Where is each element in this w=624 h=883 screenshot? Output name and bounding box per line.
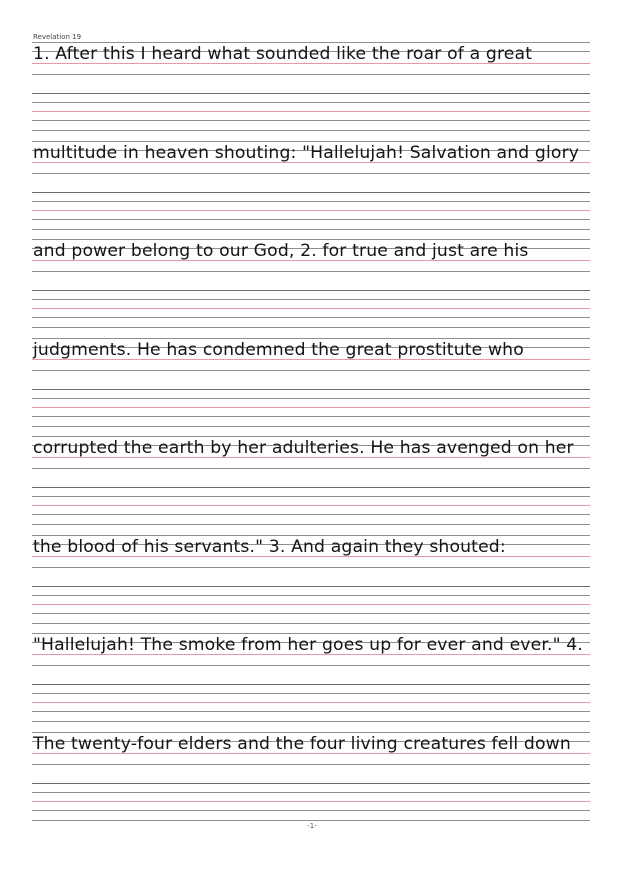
guide-rule	[32, 42, 590, 43]
verse-line: 1. After this I heard what sounded like the roar of a great	[33, 44, 533, 64]
guide-rule	[32, 192, 590, 193]
verse-line: and power belong to our God, 2. for true and just are his	[33, 241, 529, 261]
guide-rule	[32, 436, 590, 437]
baseline-red-rule	[32, 407, 590, 408]
verse-line: the blood of his servants." 3. And again they shouted:	[33, 536, 506, 557]
verse-line: The twenty-four elders and the four living creatures fell down	[33, 733, 571, 754]
guide-rule	[32, 426, 590, 427]
guide-rule	[32, 141, 590, 142]
guide-rule	[32, 535, 590, 536]
guide-rule	[32, 586, 590, 587]
guide-rule	[32, 290, 590, 291]
guide-rule	[32, 416, 590, 417]
guide-rule	[32, 239, 590, 240]
guide-rule	[32, 370, 590, 371]
guide-rule	[32, 120, 590, 121]
guide-rule	[32, 201, 590, 202]
writing-block	[32, 42, 590, 140]
writing-block	[32, 141, 590, 239]
guide-rule	[32, 693, 590, 694]
guide-rule	[32, 623, 590, 624]
guide-rule	[32, 173, 590, 174]
writing-block	[32, 436, 590, 534]
guide-rule	[32, 468, 590, 469]
guide-rule	[32, 327, 590, 328]
guide-rule	[32, 820, 590, 821]
chapter-header: Revelation 19	[33, 33, 82, 41]
baseline-red-rule	[32, 505, 590, 506]
guide-rule	[32, 514, 590, 515]
guide-rule	[32, 398, 590, 399]
guide-rule	[32, 487, 590, 488]
writing-block	[32, 732, 590, 830]
writing-block	[32, 239, 590, 337]
guide-rule	[32, 338, 590, 339]
guide-rule	[32, 219, 590, 220]
guide-rule	[32, 792, 590, 793]
guide-rule	[32, 684, 590, 685]
guide-rule	[32, 810, 590, 811]
baseline-red-rule	[32, 801, 590, 802]
guide-rule	[32, 130, 590, 131]
guide-rule	[32, 711, 590, 712]
guide-rule	[32, 74, 590, 75]
guide-rule	[32, 93, 590, 94]
guide-rule	[32, 229, 590, 230]
guide-rule	[32, 783, 590, 784]
baseline-red-rule	[32, 308, 590, 309]
guide-rule	[32, 633, 590, 634]
verse-line: "Hallelujah! The smoke from her goes up for ever and ever." 4.	[33, 635, 583, 655]
guide-rule	[32, 299, 590, 300]
guide-rule	[32, 732, 590, 733]
guide-rule	[32, 665, 590, 666]
guide-rule	[32, 595, 590, 596]
verse-line: judgments. He has condemned the great prostitute who	[33, 339, 524, 360]
guide-rule	[32, 567, 590, 568]
baseline-red-rule	[32, 210, 590, 211]
verse-line: multitude in heaven shouting: "Hallelujah! Salvation and glory	[33, 142, 580, 163]
baseline-red-rule	[32, 702, 590, 703]
guide-rule	[32, 613, 590, 614]
guide-rule	[32, 496, 590, 497]
guide-rule	[32, 317, 590, 318]
writing-block	[32, 535, 590, 633]
baseline-red-rule	[32, 604, 590, 605]
verse-line: corrupted the earth by her adulteries. He has avenged on her	[33, 438, 574, 458]
baseline-red-rule	[32, 111, 590, 112]
page-number: -1-	[307, 822, 317, 830]
writing-block	[32, 338, 590, 436]
guide-rule	[32, 524, 590, 525]
guide-rule	[32, 271, 590, 272]
guide-rule	[32, 102, 590, 103]
guide-rule	[32, 389, 590, 390]
writing-block	[32, 633, 590, 731]
guide-rule	[32, 764, 590, 765]
guide-rule	[32, 721, 590, 722]
